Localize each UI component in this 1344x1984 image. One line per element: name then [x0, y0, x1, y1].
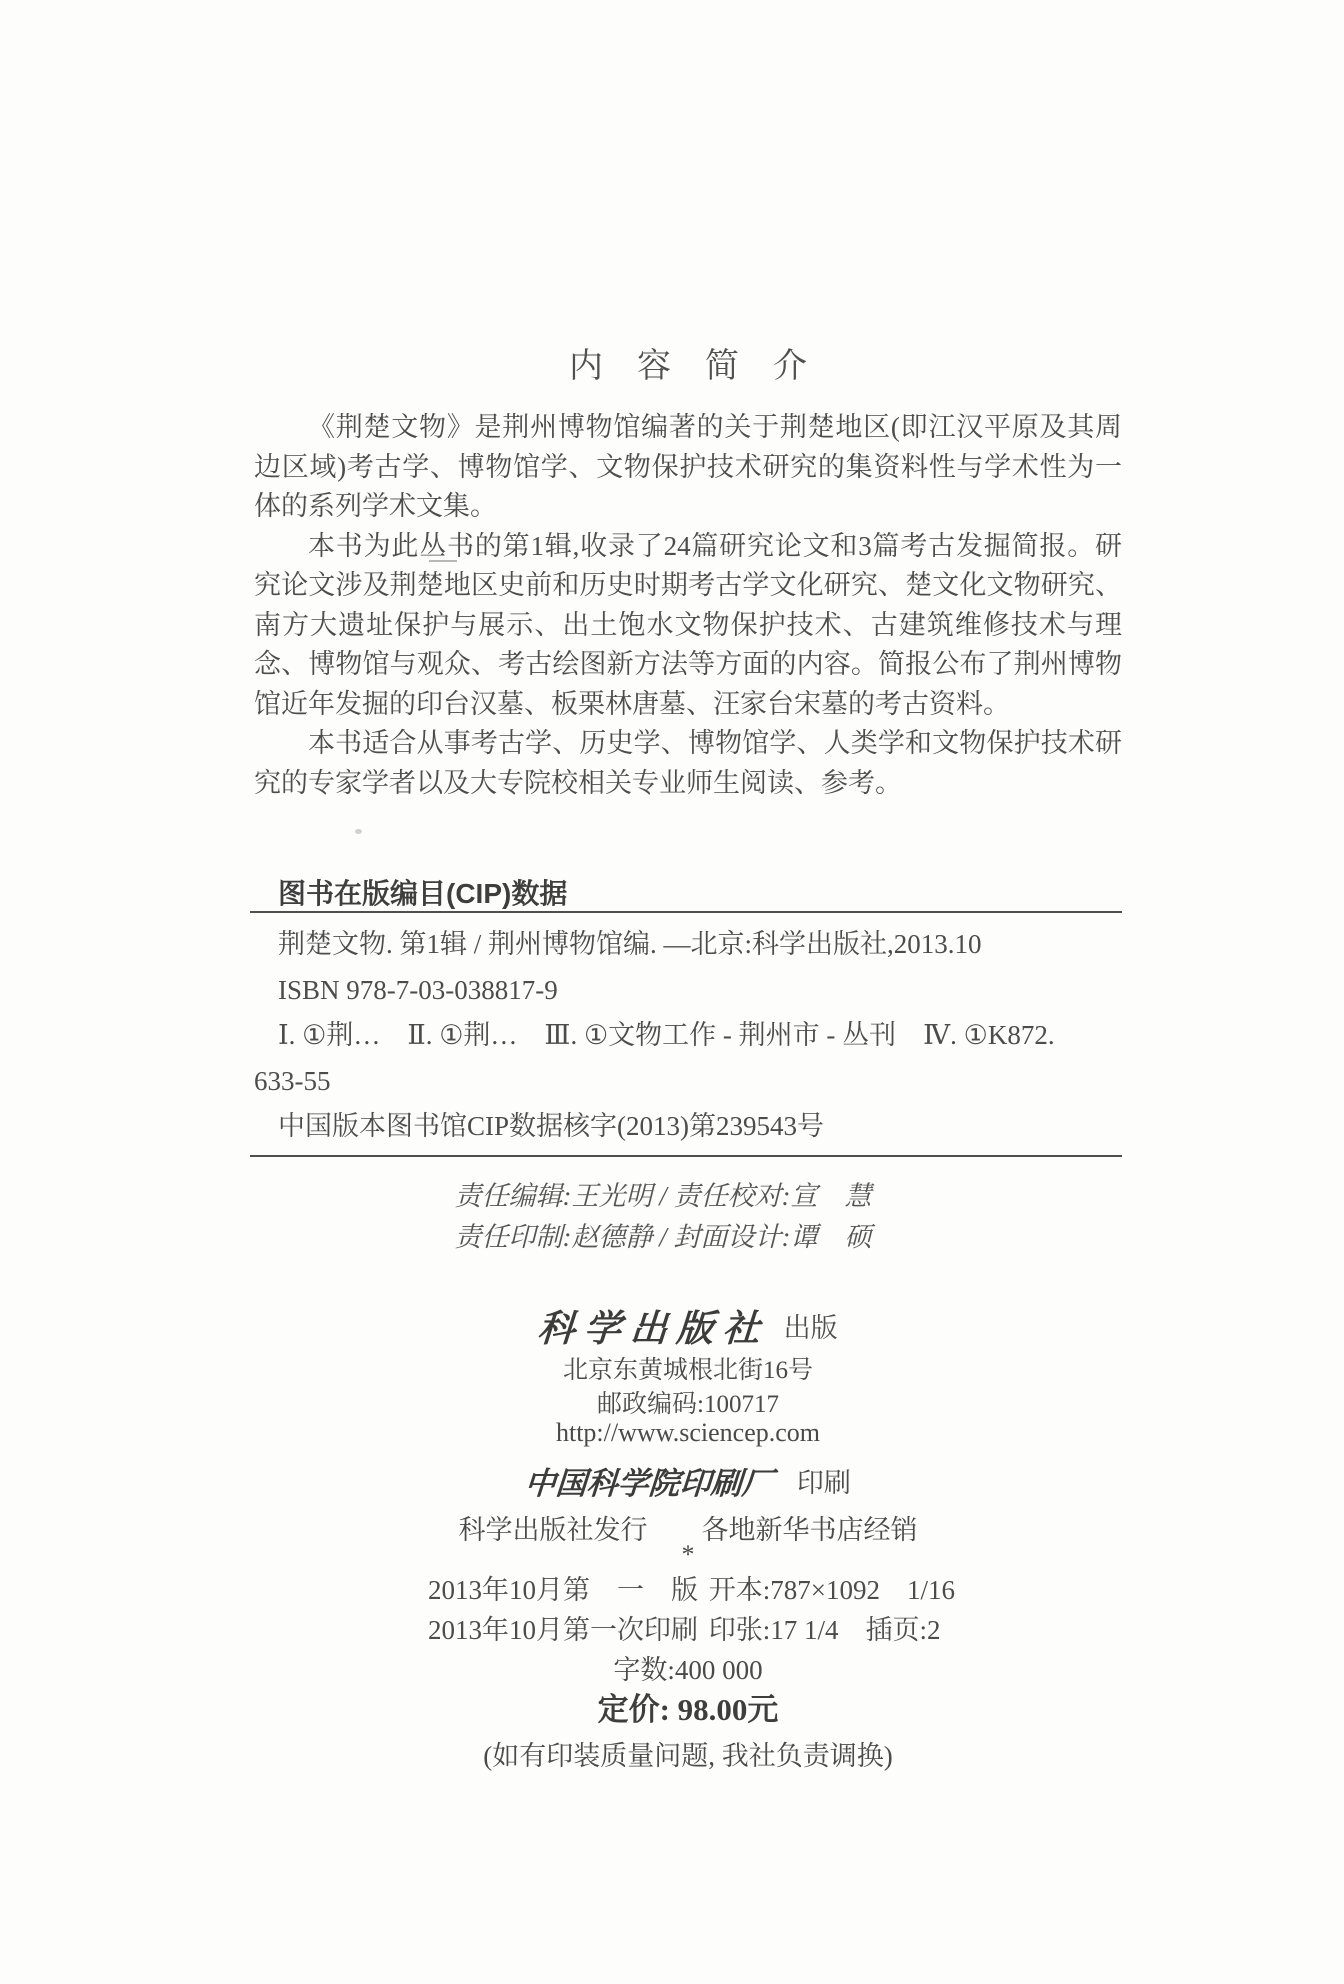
intro-line: 体的系列学术文集。: [254, 491, 497, 521]
printer-suffix: 印刷: [796, 1468, 851, 1498]
intro-line: 《荆楚文物》是荆州博物馆编著的关于荆楚地区(即江汉平原及其周: [308, 412, 1122, 442]
publisher-address: 北京东黄城根北街16号: [562, 1357, 813, 1384]
format-spec: 开本:787×1092 1/16: [708, 1575, 955, 1605]
cip-isbn: ISBN 978-7-03-038817-9: [278, 974, 558, 1005]
section-divider-star: *: [681, 1540, 695, 1569]
intro-line: 本书适合从事考古学、历史学、博物馆学、人类学和文物保护技术研: [308, 728, 1122, 758]
cip-record-number: 中国版本图书馆CIP数据核字(2013)第239543号: [278, 1111, 824, 1141]
edition-row-2: [254, 1610, 1122, 1650]
intro-line: 究论文涉及荆楚地区史前和历史时期考古学文化研究、楚文化文物研究、: [254, 570, 1122, 600]
publisher-name-row: [254, 1298, 1122, 1352]
printer-logotype: 中国科学院印刷厂: [523, 1466, 775, 1501]
cip-header: 图书在版编目(CIP)数据: [278, 878, 568, 909]
staff-credits: [254, 1176, 1072, 1258]
printing-date: 2013年10月第一次印刷: [428, 1615, 698, 1645]
scan-speck: [355, 829, 362, 834]
publisher-logotype: 科 学 出 版 社: [536, 1309, 762, 1350]
cip-data-block: [254, 922, 1122, 1150]
word-count: 字数:400 000: [613, 1655, 763, 1685]
sheets-spec: 印张:17 1/4 插页:2: [708, 1615, 941, 1645]
proof-underline-mark: [429, 560, 457, 562]
cip-classification-cont: 633-55: [254, 1065, 331, 1096]
edition-row-1: [254, 1570, 1122, 1610]
intro-line: 念、博物馆与观众、考古绘图新方法等方面的内容。简报公布了荆州博物: [254, 649, 1122, 679]
distribution-line: 科学出版社发行 各地新华书店经销: [458, 1515, 918, 1545]
quality-notice: (如有印装质量问题, 我社负责调换): [483, 1741, 893, 1771]
publisher-name-suffix: 出版: [783, 1313, 838, 1343]
cip-divider-bottom: [250, 1155, 1122, 1157]
edition-date: 2013年10月第 一 版: [428, 1575, 698, 1605]
edition-info: [254, 1570, 1122, 1650]
intro-line: 南方大遗址保护与展示、出土饱水文物保护技术、古建筑维修技术与理: [254, 609, 1122, 640]
intro-line: 馆近年发掘的印台汉墓、板栗林唐墓、汪家台宋墓的考古资料。: [254, 688, 1010, 719]
cip-divider-top: [250, 911, 1122, 913]
publisher-postal-code: 邮政编码:100717: [597, 1391, 779, 1418]
intro-line: 本书为此丛书的第1辑,收录了24篇研究论文和3篇考古发掘简报。研: [308, 530, 1122, 561]
intro-paragraphs: [254, 408, 1122, 803]
credits-editor-line: 责任编辑:王光明 / 责任校对:宣 慧: [454, 1181, 872, 1211]
price: 定价: 98.00元: [597, 1692, 779, 1727]
page-title: 内 容 简 介: [569, 348, 807, 385]
intro-line: 究的专家学者以及大专院校相关专业师生阅读、参考。: [254, 767, 902, 798]
cip-line: 荆楚文物. 第1辑 / 荆州博物馆编. —北京:科学出版社,2013.10: [278, 929, 982, 959]
intro-line: 边区域)考古学、博物馆学、文物保护技术研究的集资料性与学术性为一: [254, 451, 1122, 482]
credits-print-line: 责任印制:赵德静 / 封面设计:谭 硕: [454, 1222, 872, 1252]
printer-row: [254, 1458, 1122, 1503]
cip-classification: Ⅰ. ①荆… Ⅱ. ①荆… Ⅲ. ①文物工作 - 荆州市 - 丛刊 Ⅳ. ①K872.: [278, 1020, 1055, 1050]
publisher-url: http://www.sciencep.com: [555, 1418, 821, 1447]
